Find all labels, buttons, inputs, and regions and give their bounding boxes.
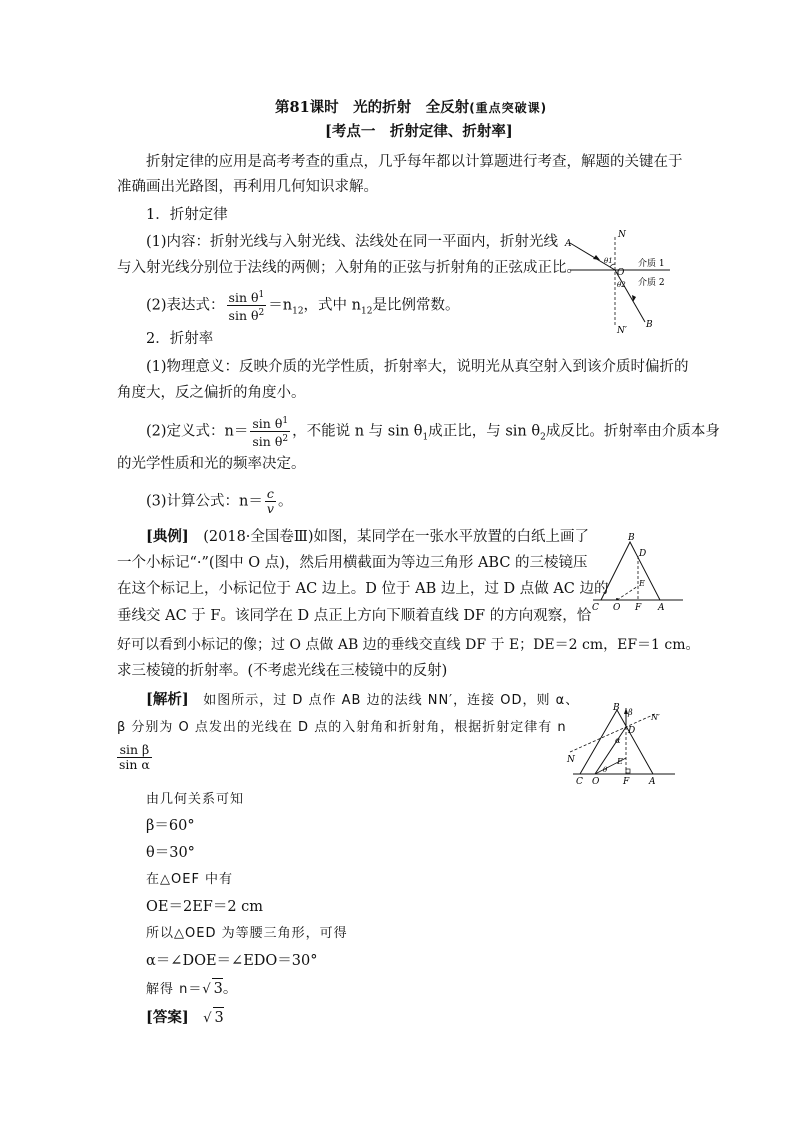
example-line-1: [典例] (2018·全国卷Ⅲ)如图，某同学在一张水平放置的白纸上画了 bbox=[146, 528, 590, 545]
index-definition: (2)定义式：n＝ $\frac{\sin \theta^1}{\sin \theta^2}$ ，不能说 n 与 $\sin \theta_1$成正比，与 $\sin \theta_2$成反比。折射率由介质本身 bbox=[146, 416, 720, 450]
label-a: A bbox=[565, 239, 572, 249]
label-beta: β bbox=[628, 708, 633, 717]
label-b: B bbox=[613, 703, 620, 713]
expr-fraction: $\frac{\sin \theta^1}{\sin \theta^2}$ bbox=[228, 290, 265, 324]
analysis-step: β＝60° bbox=[146, 818, 195, 834]
label-n-prime: N′ bbox=[617, 326, 627, 335]
label-theta: θ bbox=[603, 766, 608, 774]
label-theta2: θ2 bbox=[617, 281, 626, 289]
refraction-figure bbox=[560, 225, 690, 335]
line-oe bbox=[617, 586, 638, 600]
normal-nn bbox=[570, 714, 655, 752]
law-heading: 1．折射定律 bbox=[146, 207, 228, 223]
index-meaning-1: (1)物理意义：反映介质的光学性质，折射率大，说明光从真空射入到该介质时偏折的 bbox=[146, 359, 689, 375]
example-line-2: 一个小标记“·”(图中 O 点)，然后用横截面为等边三角形 ABC 的三棱镜压 bbox=[117, 555, 588, 571]
label-theta1: θ1 bbox=[604, 257, 613, 265]
label-alpha: α bbox=[615, 736, 621, 745]
index-meaning-2: 角度大，反之偏折的角度小。 bbox=[117, 385, 306, 401]
analysis-figure bbox=[565, 702, 680, 790]
line-od bbox=[595, 727, 626, 774]
right-angle-mark bbox=[626, 769, 630, 773]
analysis-step: θ＝30° bbox=[146, 845, 195, 861]
law-content-1: (1)内容：折射光线与入射光线、法线处在同一平面内，折射光线 bbox=[146, 234, 559, 250]
label-f: F bbox=[635, 603, 642, 613]
index-calc: (3)计算公式：n＝ $\frac{c}{v}$ 。 bbox=[146, 486, 293, 516]
example-line-3: 在这个标记上，小标记位于 AC 边上。D 位于 AB 边上，过 D 点做 AC 边的 bbox=[117, 581, 609, 597]
label-b: B bbox=[646, 320, 653, 330]
label-c: C bbox=[576, 777, 583, 787]
label-n-prime: N′ bbox=[651, 713, 660, 722]
label-n: N bbox=[618, 230, 626, 240]
label-b: B bbox=[628, 533, 635, 543]
answer-tag: [答案] bbox=[146, 1009, 189, 1026]
analysis-fraction: $\frac{\text{sin β}}{\text{sin α}}$ bbox=[119, 742, 150, 772]
example-tag: [典例] bbox=[146, 528, 189, 545]
title-suffix: (重点突破课) bbox=[469, 101, 548, 115]
example-line-6: 求三棱镜的折射率。(不考虑光线在三棱镜中的反射) bbox=[117, 663, 448, 679]
intro-line-1: 折射定律的应用是高考考查的重点，几乎每年都以计算题进行考查，解题的关键在于 bbox=[146, 154, 683, 170]
law-expression: (2)表达式： $\frac{\sin \theta^1}{\sin \theta^2}$ $=n_{12}$，式中 $n_{12}$是比例常数。 bbox=[146, 290, 460, 324]
label-f: F bbox=[623, 777, 630, 787]
analysis-step: 在△OEF 中有 bbox=[146, 872, 234, 887]
def-fraction: $\frac{\sin \theta^1}{\sin \theta^2}$ bbox=[252, 416, 289, 450]
page-title bbox=[275, 98, 547, 118]
label-n: N bbox=[567, 755, 575, 765]
section-heading: [考点一 折射定律、折射率] bbox=[325, 123, 513, 140]
analysis-line-2: β 分别为 O 点发出的光线在 D 点的入射角和折射角，根据折射定律有 n bbox=[117, 720, 567, 735]
analysis-fraction-line bbox=[117, 743, 154, 772]
calc-fraction: $\frac{c}{v}$ bbox=[266, 486, 274, 516]
prism-figure bbox=[588, 528, 688, 614]
point-o bbox=[616, 598, 618, 600]
label-a: A bbox=[658, 603, 665, 613]
label-medium-1: 介质 1 bbox=[638, 259, 665, 269]
example-line-4: 垂线交 AC 于 F。该同学在 D 点正上方向下顺着直线 DF 的方向观察，恰 bbox=[117, 608, 592, 624]
label-e: E bbox=[617, 757, 623, 766]
label-d: D bbox=[628, 726, 636, 736]
analysis-step: α＝∠DOE＝∠EDO＝30° bbox=[146, 953, 318, 969]
analysis-step: OE＝2EF＝2 cm bbox=[146, 899, 264, 915]
index-heading: 2．折射率 bbox=[146, 331, 214, 347]
analysis-step: 所以△OED 为等腰三角形，可得 bbox=[146, 926, 348, 941]
label-medium-2: 介质 2 bbox=[638, 278, 665, 288]
label-a: A bbox=[649, 777, 656, 787]
analysis-line-1: [解析] 如图所示，过 D 点作 AB 边的法线 NN′，连接 OD，则 α、 bbox=[146, 691, 580, 708]
law-content-2: 与入射光线分别位于法线的两侧；入射角的正弦与折射角的正弦成正比。 bbox=[117, 260, 581, 276]
analysis-tag: [解析] bbox=[146, 691, 189, 708]
label-o: O bbox=[613, 603, 621, 613]
example-line-5: 好可以看到小标记的像；过 O 点做 AB 边的垂线交直线 DF 于 E；DE＝2 cm，EF＝1 cm。 bbox=[117, 637, 700, 653]
index-definition-2: 的光学性质和光的频率决定。 bbox=[117, 456, 306, 472]
label-o: O bbox=[592, 777, 600, 787]
label-o: O bbox=[617, 268, 625, 278]
intro-line-2: 准确画出光路图，再利用几何知识求解。 bbox=[117, 179, 378, 195]
title-main: 第81课时 光的折射 全反射 bbox=[275, 99, 470, 116]
answer-line: [答案] √ 3 bbox=[146, 1009, 224, 1026]
label-e: E bbox=[639, 579, 645, 588]
label-c: C bbox=[592, 603, 599, 613]
expr-prefix: (2)表达式： bbox=[146, 297, 225, 314]
label-d: D bbox=[639, 549, 647, 559]
analysis-step: 由几何关系可知 bbox=[146, 792, 245, 807]
analysis-result: 解得 n＝√ 3。 bbox=[146, 978, 237, 1000]
